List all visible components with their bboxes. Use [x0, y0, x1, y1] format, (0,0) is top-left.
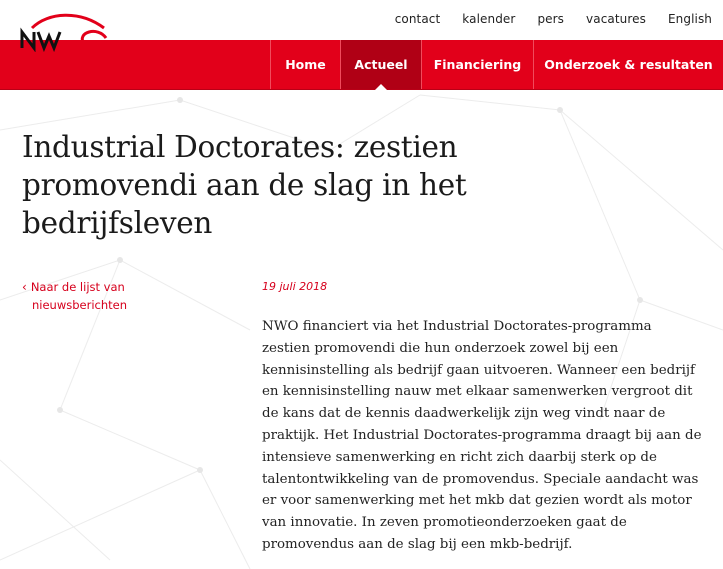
- body-line: zestien promovendi die hun onderzoek zowel bij een: [262, 340, 619, 356]
- article-date: 19 juli 2018: [262, 280, 328, 293]
- body-line: en kennisinstelling nauw met elkaar samenwerken vergroot dit: [262, 384, 693, 400]
- back-link-line1: Naar de lijst van: [30, 280, 125, 294]
- body-line: de kans dat de kennis daadwerkelijk zijn weg vindt naar de: [262, 406, 666, 422]
- body-line: intensieve samenwerking en richt zich daarbij sterk op de: [262, 449, 657, 465]
- article-body: [262, 316, 707, 556]
- body-line: talentontwikkeling van de promovendus. Speciale aandacht was: [262, 471, 699, 487]
- page-title: Industrial Doctorates: zestien promovendi aan de slag in het bedrijfsleven: [22, 130, 467, 240]
- nwo-logo-mark: [22, 15, 106, 48]
- contact-link[interactable]: contact: [394, 12, 441, 26]
- body-line: promovendus aan de slag bij een mkb-bedrijf.: [262, 536, 573, 552]
- utility-links: [373, 12, 712, 26]
- body-line: NWO financiert via het Industrial Doctorates-programma: [262, 319, 652, 334]
- active-indicator-caret-icon: [375, 84, 387, 90]
- body-line: van innovatie. In zeven promotieonderzoeken gaat de: [262, 515, 627, 531]
- english-link[interactable]: English: [667, 12, 712, 26]
- nav-item-actueel-label: Actueel: [354, 57, 408, 72]
- vacatures-link[interactable]: vacatures: [586, 12, 646, 26]
- back-link-line2: nieuwsberichten: [32, 298, 128, 312]
- chevron-left-icon: ‹: [22, 280, 27, 294]
- body-line: praktijk. Het Industrial Doctorates-programma draagt bij aan de: [262, 427, 702, 443]
- pers-link[interactable]: pers: [537, 12, 565, 26]
- nav-item-actueel[interactable]: [340, 40, 421, 89]
- kalender-link[interactable]: kalender: [462, 12, 516, 26]
- nav-item-home[interactable]: Home: [270, 40, 340, 89]
- nav-items: [270, 40, 723, 89]
- body-line: er voor samenwerking met het mkb dat gezien wordt als motor: [262, 493, 692, 509]
- back-to-news-link[interactable]: [22, 278, 172, 314]
- nav-item-onderzoek-resultaten[interactable]: Onderzoek & resultaten: [533, 40, 723, 89]
- nwo-logo[interactable]: [18, 10, 110, 52]
- nav-item-financiering[interactable]: Financiering: [421, 40, 533, 89]
- body-line: kennisinstelling als bedrijf gaan uitvoeren. Wanneer een bedrijf: [262, 362, 695, 378]
